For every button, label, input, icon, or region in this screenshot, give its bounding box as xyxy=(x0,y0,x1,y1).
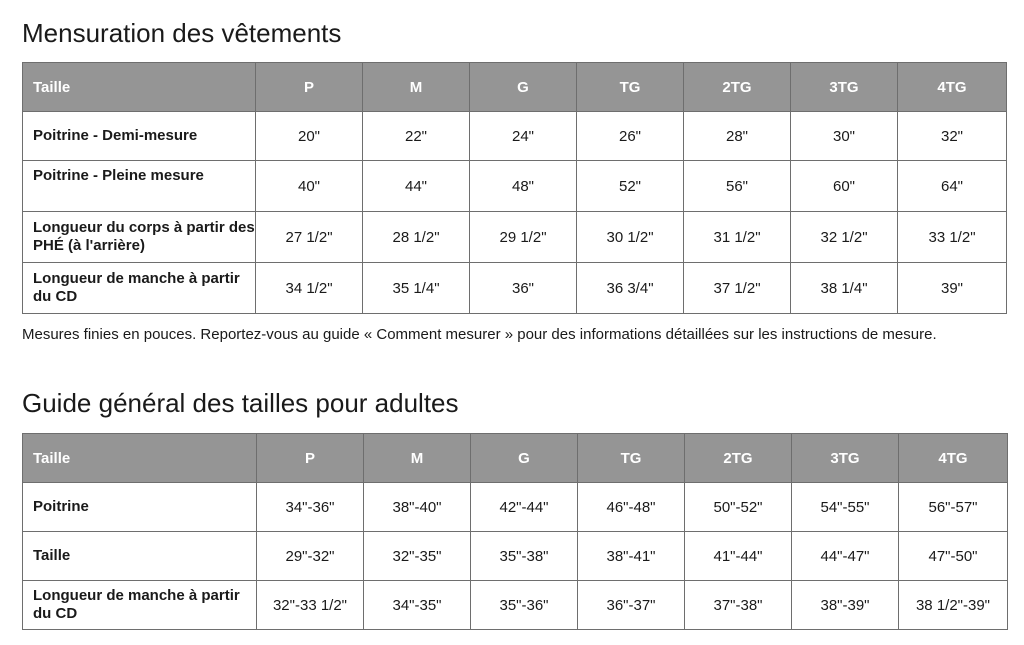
table-cell: 47"-50" xyxy=(899,532,1008,581)
table-cell: 32 1/2" xyxy=(791,212,898,263)
table-cell: 41"-44" xyxy=(685,532,792,581)
table-cell: 37 1/2" xyxy=(684,263,791,314)
table-cell: 36 3/4" xyxy=(577,263,684,314)
header-cell-m: M xyxy=(364,434,471,483)
table-cell: 36"-37" xyxy=(578,581,685,630)
header-cell-4tg: 4TG xyxy=(898,63,1007,112)
row-label: Poitrine - Pleine mesure xyxy=(23,161,256,212)
table-cell: 32"-35" xyxy=(364,532,471,581)
table-row xyxy=(23,483,1008,532)
table-cell: 20" xyxy=(256,112,363,161)
table-cell: 38"-41" xyxy=(578,532,685,581)
measurements-header-row xyxy=(23,63,1007,112)
table-cell: 38 1/2"-39" xyxy=(899,581,1008,630)
header-cell-3tg: 3TG xyxy=(792,434,899,483)
table-cell: 50"-52" xyxy=(685,483,792,532)
table-cell: 26" xyxy=(577,112,684,161)
table-cell: 39" xyxy=(898,263,1007,314)
guide-header-row xyxy=(23,434,1008,483)
table-cell: 40" xyxy=(256,161,363,212)
row-label: Longueur de manche à partir du CD xyxy=(23,581,257,630)
table-cell: 29"-32" xyxy=(257,532,364,581)
table-cell: 33 1/2" xyxy=(898,212,1007,263)
table-cell: 34 1/2" xyxy=(256,263,363,314)
header-cell-g: G xyxy=(471,434,578,483)
table-cell: 38 1/4" xyxy=(791,263,898,314)
measurements-table xyxy=(22,62,1007,314)
table-cell: 48" xyxy=(470,161,577,212)
table-row xyxy=(23,263,1007,314)
header-cell-taille: Taille xyxy=(23,434,257,483)
table-cell: 28" xyxy=(684,112,791,161)
table-cell: 30" xyxy=(791,112,898,161)
table-cell: 30 1/2" xyxy=(577,212,684,263)
table-cell: 54"-55" xyxy=(792,483,899,532)
table-cell: 42"-44" xyxy=(471,483,578,532)
table-cell: 44" xyxy=(363,161,470,212)
table-cell: 31 1/2" xyxy=(684,212,791,263)
header-cell-p: P xyxy=(256,63,363,112)
row-label: Taille xyxy=(23,532,257,581)
table-cell: 35"-38" xyxy=(471,532,578,581)
table-cell: 38"-40" xyxy=(364,483,471,532)
header-cell-taille: Taille xyxy=(23,63,256,112)
table-cell: 64" xyxy=(898,161,1007,212)
table-row xyxy=(23,581,1008,630)
header-cell-p: P xyxy=(257,434,364,483)
table-cell: 34"-35" xyxy=(364,581,471,630)
size-guide-table xyxy=(22,433,1008,630)
measurements-title: Mensuration des vêtements xyxy=(22,18,342,48)
row-label: Longueur du corps à partir des PHÉ (à l'arrière) xyxy=(23,212,256,263)
table-cell: 52" xyxy=(577,161,684,212)
guide-title: Guide général des tailles pour adultes xyxy=(22,388,459,418)
table-cell: 38"-39" xyxy=(792,581,899,630)
row-label: Poitrine - Demi-mesure xyxy=(23,112,256,161)
header-cell-2tg: 2TG xyxy=(685,434,792,483)
table-cell: 35"-36" xyxy=(471,581,578,630)
table-cell: 44"-47" xyxy=(792,532,899,581)
table-cell: 22" xyxy=(363,112,470,161)
table-cell: 56"-57" xyxy=(899,483,1008,532)
table-row xyxy=(23,112,1007,161)
header-cell-tg: TG xyxy=(578,434,685,483)
table-cell: 32"-33 1/2" xyxy=(257,581,364,630)
table-cell: 28 1/2" xyxy=(363,212,470,263)
header-cell-3tg: 3TG xyxy=(791,63,898,112)
table-cell: 36" xyxy=(470,263,577,314)
row-label: Longueur de manche à partir du CD xyxy=(23,263,256,314)
table-cell: 60" xyxy=(791,161,898,212)
table-cell: 27 1/2" xyxy=(256,212,363,263)
table-row xyxy=(23,161,1007,212)
row-label: Poitrine xyxy=(23,483,257,532)
table-cell: 56" xyxy=(684,161,791,212)
table-cell: 46"-48" xyxy=(578,483,685,532)
header-cell-tg: TG xyxy=(577,63,684,112)
header-cell-m: M xyxy=(363,63,470,112)
table-row xyxy=(23,212,1007,263)
header-cell-4tg: 4TG xyxy=(899,434,1008,483)
table-cell: 29 1/2" xyxy=(470,212,577,263)
table-cell: 24" xyxy=(470,112,577,161)
table-cell: 37"-38" xyxy=(685,581,792,630)
header-cell-g: G xyxy=(470,63,577,112)
table-row xyxy=(23,532,1008,581)
table-cell: 35 1/4" xyxy=(363,263,470,314)
table-cell: 34"-36" xyxy=(257,483,364,532)
measurement-note: Mesures finies en pouces. Reportez-vous au guide « Comment mesurer » pour des informations détaillées sur les instructions de mesure. xyxy=(22,326,937,343)
header-cell-2tg: 2TG xyxy=(684,63,791,112)
table-cell: 32" xyxy=(898,112,1007,161)
